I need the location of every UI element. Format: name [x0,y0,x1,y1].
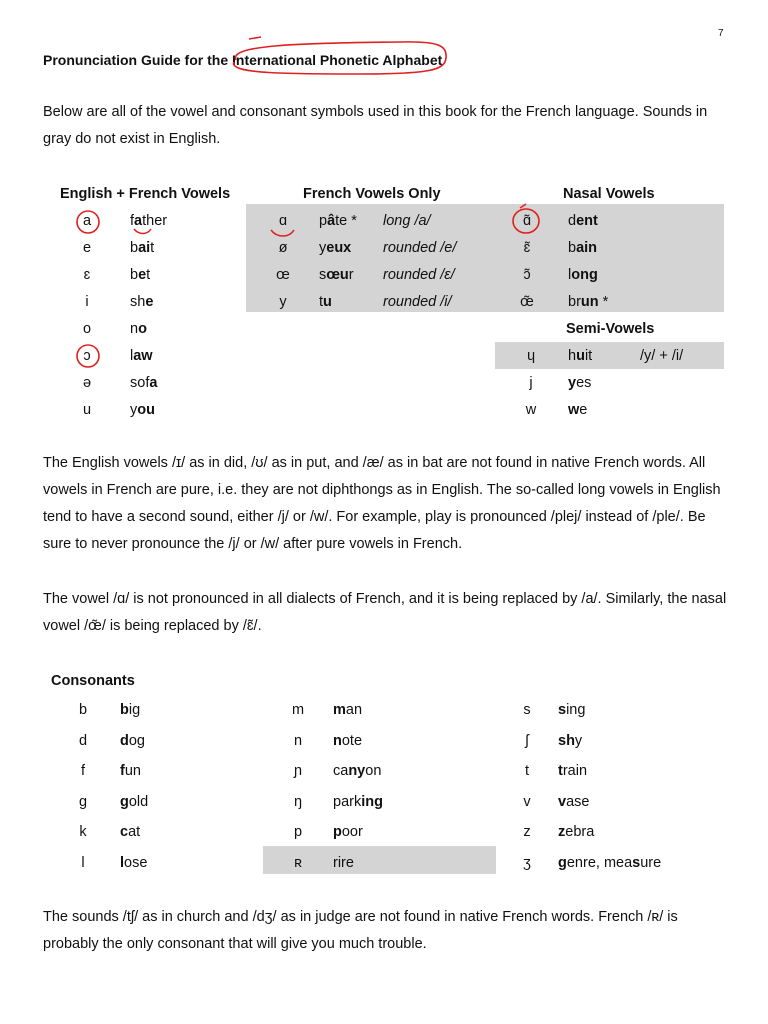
ipa-symbol: ɛ [83,267,91,283]
word-highlight: c [120,824,129,840]
word-part: t [150,240,155,256]
word-highlight: s [558,702,567,718]
ipa-symbol: v [523,793,531,810]
example-word [558,794,589,810]
example-word [333,763,381,779]
word-part: d [568,213,577,229]
word-part: es [576,375,592,391]
ipa-symbol: ø [278,240,288,256]
ipa-symbol: y [279,294,287,310]
word-part: t [319,294,324,310]
ipa-symbol: j [529,375,533,391]
word-part: un [124,763,141,779]
word-highlight: g [120,793,129,810]
ipa-symbol: l [81,854,85,871]
word-part: l [130,348,134,364]
ipa-symbol: m [291,702,305,718]
example-word [558,824,594,840]
word-highlight: un [580,294,599,310]
word-part: b [568,240,577,256]
ipa-symbol: e [82,240,92,256]
word-part: y [574,732,583,749]
example-word [120,794,148,810]
word-part: br [568,294,581,310]
word-part: og [128,732,145,749]
example-word [130,267,150,283]
example-word [558,855,661,871]
word-part: an [345,702,363,718]
ipa-symbol: w [525,402,537,418]
word-part: n [130,321,139,337]
example-word [319,240,351,256]
word-part: t [146,267,151,283]
word-highlight: n [333,732,342,749]
word-highlight: â [327,213,336,229]
word-part: on [365,763,382,779]
pronunciation-note: rounded /e/ [383,240,457,256]
word-part: ase [566,793,590,810]
ipa-symbol: d [78,732,88,749]
ipa-symbol: f [80,763,86,779]
word-part: ing [566,702,586,718]
example-word [333,855,354,871]
example-word [558,763,587,779]
word-highlight: ny [348,763,366,779]
heading-nasal-vowels: Nasal Vowels [563,186,655,202]
word-highlight: m [333,702,346,718]
word-part: b [130,267,139,283]
paragraph-english-vowels: The English vowels /ɪ/ as in did, /ʊ/ as in put, and /æ/ as in bat are not found in native French words. All vowels in French are pure, i.e. they are not diphthongs as in English. The so-called long vowels in English tend to have a second sound, either /j/ or /w/. For example, play is pronounced /plej/ instead of /ple/. Be sure to never pronounce the /j/ or /w/ after pure vowels in French. [43,455,721,552]
heading-english-french-vowels: English + French Vowels [60,186,231,202]
example-word [568,294,608,310]
word-part: ebra [565,824,595,840]
ipa-symbol: s [523,702,531,718]
word-part: ca [333,763,349,779]
example-word [568,267,598,283]
title-tick-mark [249,37,261,39]
word-highlight: œu [326,267,349,283]
heading-french-vowels-only: French Vowels Only [303,186,441,202]
example-word [130,240,154,256]
ipa-symbol: ɑ [278,213,288,229]
word-part: rain [562,763,588,779]
pronunciation-note: /y/ + /i/ [640,348,684,364]
example-word [568,240,597,256]
example-word [130,321,147,337]
pronunciation-note: rounded /ɛ/ [383,267,455,283]
example-word [333,733,362,749]
ipa-symbol: ɑ̃ [522,213,532,229]
word-part: sof [130,375,150,391]
word-part: ther [142,213,168,229]
word-highlight: u [323,294,332,310]
word-part: it [584,348,593,364]
word-highlight: a [149,375,158,391]
paragraph-consonant-notes: The sounds /tʃ/ as in church and /dʒ/ as in judge are not found in native French words. French /ʀ/ is probably the only consonant that will give you much trouble. [43,909,678,952]
word-highlight: sh [558,732,575,749]
word-highlight: ing [361,793,383,810]
ipa-symbol: ɲ [293,763,303,779]
example-word [130,348,153,364]
ipa-symbol: ʒ [523,854,531,871]
word-part: p [319,213,328,229]
example-word [558,702,585,718]
word-highlight: l [120,854,125,871]
ipa-symbol: t [524,763,530,779]
word-highlight: ent [576,213,598,229]
paragraph-vowel-replacement: The vowel /ɑ/ is not pronounced in all dialects of French, and it is being replaced by /a/. Similarly, the nasal vowel /œ̃/ is being replaced by /ɛ̃/. [43,591,727,634]
example-word [120,855,147,871]
example-word [319,267,354,283]
word-highlight: f [120,763,125,779]
ipa-symbol: ɔ [83,348,91,364]
word-highlight: y [568,375,577,391]
example-word [120,733,145,749]
word-highlight: a [134,213,143,229]
word-part: te * [335,213,357,229]
ipa-symbol: b [78,702,88,718]
ipa-symbol: ʀ [294,854,302,871]
word-part: at [128,824,141,840]
example-word [558,733,582,749]
example-word [130,402,155,418]
word-part: * [598,294,609,310]
word-part: h [568,348,577,364]
word-part: old [128,793,149,810]
ipa-symbol: ʃ [525,732,529,749]
example-word [120,824,140,840]
example-word [120,763,141,779]
ipa-symbol: k [79,824,87,840]
word-part: enre, mea [566,854,633,871]
word-part: y [319,240,327,256]
example-word [130,213,167,229]
word-part: oor [341,824,363,840]
heading-semi-vowels: Semi-Vowels [566,321,655,337]
ipa-symbol: ə [82,375,92,391]
word-part: l [568,267,572,283]
ipa-symbol: u [82,402,92,418]
ipa-symbol: z [523,824,531,840]
word-highlight: v [558,793,567,810]
ipa-symbol: ŋ [293,793,303,810]
word-part: ig [128,702,141,718]
page-number: 7 [718,28,724,39]
word-highlight: e [138,267,147,283]
ipa-symbol: o [82,321,92,337]
word-highlight: d [120,732,129,749]
word-highlight: ai [138,240,151,256]
heading-consonants: Consonants [51,673,135,689]
word-part: park [333,793,362,810]
ipa-symbol: n [293,732,303,749]
word-part: rire [333,854,354,871]
word-highlight: w [568,402,580,418]
word-part: r [348,267,354,283]
word-highlight: u [576,348,585,364]
word-highlight: e [145,294,154,310]
page-title: Pronunciation Guide for the International Phonetic Alphabet [43,52,443,68]
word-highlight: o [138,321,147,337]
example-word [130,294,153,310]
word-part: e [579,402,588,418]
ipa-symbol: a [82,213,92,229]
ipa-symbol: p [293,824,303,840]
word-part: b [130,240,139,256]
word-highlight: b [120,702,129,718]
example-word [568,402,587,418]
ipa-symbol: g [78,793,88,810]
word-part: ure [640,854,662,871]
pronunciation-note: rounded /i/ [383,294,452,310]
example-word [319,294,332,310]
ipa-symbol: i [85,294,89,310]
intro-paragraph: Below are all of the vowel and consonant symbols used in this book for the French language. Sounds in gray do not exist in English. [43,104,708,147]
word-highlight: z [558,824,566,840]
example-word [333,824,363,840]
word-highlight: g [558,854,567,871]
word-highlight: eux [326,240,352,256]
word-highlight: ou [137,402,155,418]
word-highlight: ain [576,240,598,256]
example-word [130,375,157,391]
example-word [568,213,598,229]
word-part: ose [124,854,148,871]
ipa-symbol: ɥ [526,348,536,364]
ipa-symbol: ɔ̃ [523,267,531,283]
word-part: sh [130,294,146,310]
word-highlight: t [558,763,563,779]
ipa-symbol: ɛ̃ [523,240,531,256]
example-word [568,375,591,391]
ipa-symbol: œ̃ [520,294,534,310]
ipa-symbol: œ [276,267,290,283]
example-word [120,702,140,718]
pronunciation-note: long /a/ [383,213,431,229]
word-highlight: p [333,824,342,840]
word-part: s [319,267,327,283]
father-a-underline [134,229,151,234]
example-word [333,702,362,718]
word-highlight: aw [133,348,153,364]
example-word [319,213,357,229]
word-part: ote [341,732,363,749]
word-part: f [130,213,135,229]
word-part: y [130,402,138,418]
word-highlight: ong [571,267,598,283]
word-highlight: s [632,854,641,871]
example-word [568,348,592,364]
example-word [333,794,383,810]
